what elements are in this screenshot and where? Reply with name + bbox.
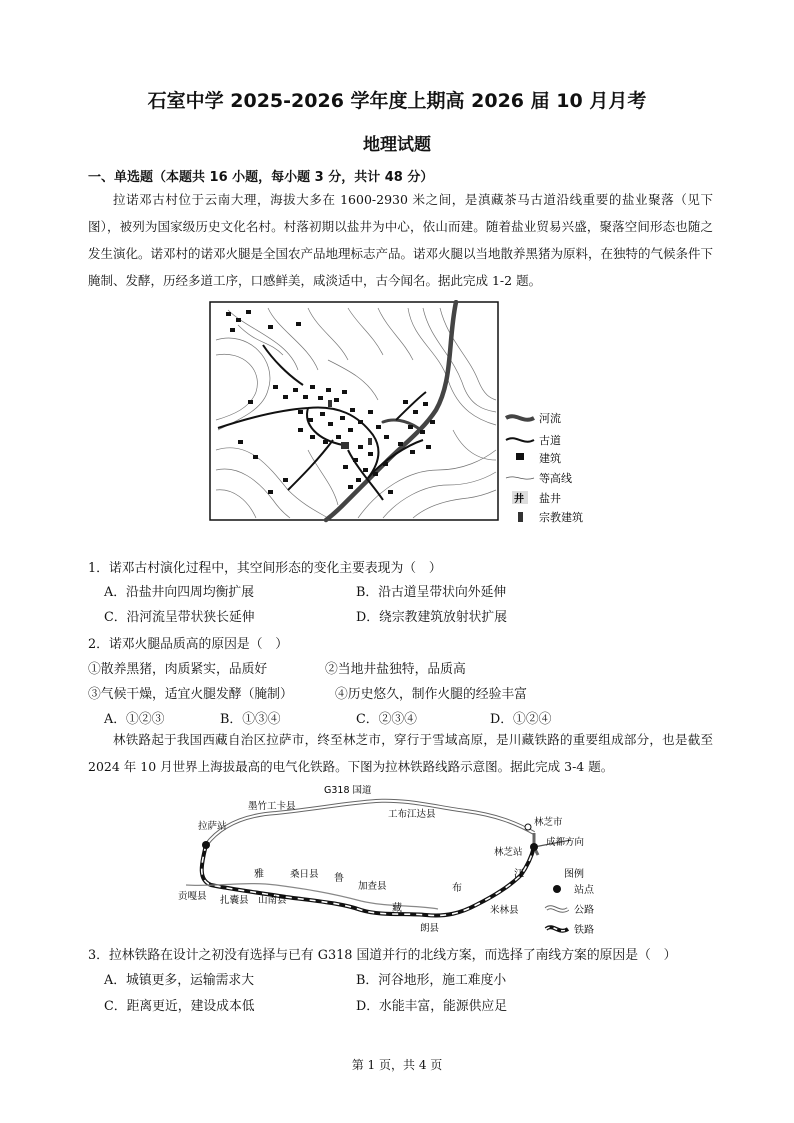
label-jiacha: 加查县	[358, 881, 387, 892]
q2-statement-4: ④历史悠久，制作火腿的经验丰富	[335, 687, 527, 702]
label-langxian: 朗县	[420, 923, 440, 934]
legend-label-religious: 宗教建筑	[539, 511, 583, 524]
label-g318: G318 国道	[324, 785, 372, 796]
q3-option-c[interactable]: C．距离更近，建设成本低	[104, 999, 255, 1014]
label-gongbu: 工布江达县	[388, 809, 436, 820]
legend-item-salt-well	[512, 491, 561, 505]
exam-title: 石室中学 2025-2026 学年度上期高 2026 届 10 月月考	[147, 90, 647, 112]
label-river-zang: 藏	[392, 903, 402, 914]
q1-option-b[interactable]: B．沿古道呈带状向外延伸	[356, 585, 507, 600]
legend-item-ancient-road	[506, 433, 561, 447]
legend-station: 站点	[574, 885, 594, 896]
religious-building-icon	[518, 512, 523, 522]
label-gongga: 贡嘎县	[178, 891, 207, 902]
railway-legend	[546, 867, 595, 936]
page-number: 第 1 页，共 4 页	[351, 1058, 443, 1072]
salt-well-markers	[341, 442, 349, 449]
label-mozhu: 墨竹工卡县	[248, 801, 296, 812]
legend-road: 公路	[574, 905, 594, 916]
label-milin: 米林县	[490, 905, 519, 916]
map-legend	[506, 411, 583, 524]
q2-statement-2: ②当地井盐独特，品质高	[325, 662, 466, 677]
question-2-stem: 2．诺邓火腿品质高的原因是（ ）	[88, 637, 289, 652]
q2-option-c[interactable]: C．②③④	[356, 712, 417, 727]
label-river-ya: 雅	[254, 869, 264, 880]
village-map	[208, 300, 600, 532]
legend-item-building	[516, 451, 561, 465]
label-lhasa: 拉萨站	[198, 821, 227, 832]
passage-2: 林铁路起于我国西藏自治区拉萨市，终至林芝市，穿行于雪域高原，是川藏铁路的重要组成部分，也是截至 2024 年 10 月世界上海拔最高的电气化铁路。下图为拉林铁路线路示意图。据此完成 3-4 题。	[88, 732, 713, 774]
city-linzhi-marker	[525, 824, 531, 830]
exam-subtitle: 地理试题	[363, 135, 431, 155]
legend-label-building: 建筑	[539, 452, 561, 465]
legend-title: 图例	[564, 869, 584, 880]
q1-option-c[interactable]: C．沿河流呈带状狭长延伸	[104, 610, 255, 625]
label-linzhi-city: 林芝市	[534, 817, 563, 828]
station-linzhi	[530, 843, 538, 851]
ancient-road-icon	[506, 438, 534, 441]
q3-option-b[interactable]: B．河谷地形，施工难度小	[356, 973, 507, 988]
legend-label-ancient-road: 古道	[539, 434, 561, 447]
legend-item-contour	[506, 471, 572, 485]
legend-label-river: 河流	[539, 412, 561, 425]
question-3-stem: 3．拉林铁路在设计之初没有选择与已有 G318 国道并行的北线方案，而选择了南线方案的原因是（ ）	[88, 948, 677, 963]
label-river-jiang: 江	[514, 869, 524, 880]
label-linzhi-station: 林芝站	[494, 847, 523, 858]
railway-map	[176, 785, 616, 937]
river-line-icon	[506, 416, 534, 419]
q2-option-b[interactable]: B．①③④	[220, 712, 281, 727]
building-icon	[516, 453, 524, 460]
q1-option-a[interactable]: A．沿盐井向四周均衡扩展	[104, 585, 255, 600]
contour-line-icon	[506, 477, 534, 479]
q1-option-d[interactable]: D．绕宗教建筑放射状扩展	[356, 610, 508, 625]
station-lhasa	[202, 841, 210, 849]
q3-option-a[interactable]: A．城镇更多，运输需求大	[104, 973, 255, 988]
question-1-stem: 1．诺邓古村演化过程中，其空间形态的变化主要表现为（ ）	[88, 561, 442, 576]
label-sangri: 桑日县	[290, 869, 319, 880]
section-heading: 一、单选题（本题共 16 小题，每小题 3 分，共计 48 分）	[88, 170, 434, 185]
label-river-lu: 鲁	[334, 873, 344, 884]
q2-option-d[interactable]: D．①②④	[490, 712, 552, 727]
legend-railway: 铁路	[574, 925, 594, 936]
passage-1: 拉诺邓古村位于云南大理，海拔大多在 1600-2930 米之间，是滇藏茶马古道沿线重要的盐业聚落（见下图），被列为国家级历史文化名村。村落初期以盐井为中心，依山而建。随着盐业贸易兴盛，聚落空间形态也随之发生演化。诺邓村的诺邓火腿是全国农产品地理标志产品。诺邓火腿以当地散养黑猪为原料，在独特的气候条件下腌制、发酵，历经多道工序，口感鲜美，咸淡适中，古今闻名。据此完成 1-2 题。	[88, 192, 714, 288]
q2-statement-3: ③气候干燥，适宜火腿发酵（腌制）	[88, 687, 293, 702]
station-legend-icon	[553, 885, 561, 893]
legend-label-contour: 等高线	[539, 472, 572, 485]
label-river-bu: 布	[452, 883, 462, 894]
label-shannan: 山南县	[258, 895, 287, 906]
legend-label-salt-well: 盐井	[539, 492, 561, 505]
q2-option-a[interactable]: A．①②③	[104, 712, 165, 727]
legend-item-river	[506, 411, 561, 425]
q2-statement-1: ①散养黑猪，肉质紧实，品质好	[88, 662, 268, 677]
legend-item-religious	[518, 510, 583, 524]
label-chengdu: 成都方向	[546, 837, 585, 848]
label-zhanang: 扎囊县	[220, 895, 249, 906]
salt-well-symbol: 井	[514, 494, 524, 505]
q3-option-d[interactable]: D．水能丰富，能源供应足	[356, 999, 508, 1014]
